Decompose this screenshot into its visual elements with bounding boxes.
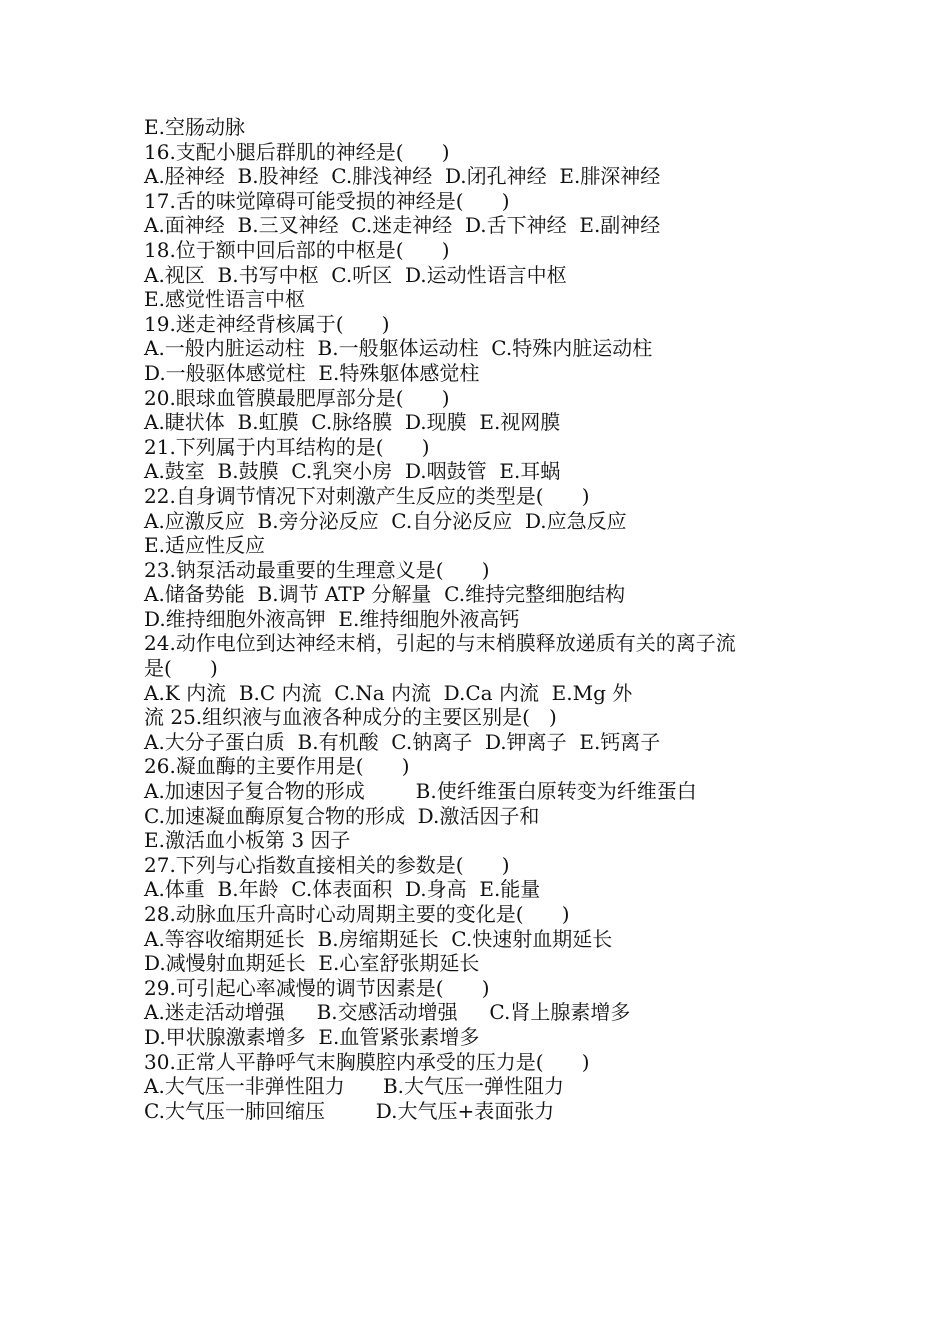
question-16: 16.支配小腿后群肌的神经是( ) [144, 139, 450, 164]
line-e-jejunal-artery: E.空肠动脉 [144, 115, 245, 139]
options-24-a: A.K 内流 B.C 内流 C.Na 内流 D.Ca 内流 E.Mg 外 [144, 680, 633, 705]
options-27: A.体重 B.年龄 C.体表面积 D.身高 E.能量 [144, 877, 541, 902]
options-28-a: A.等容收缩期延长 B.房缩期延长 C.快速射血期延长 [144, 926, 613, 951]
question-19: 19.迷走神经背核属于( ) [144, 311, 390, 336]
options-21: A.鼓室 B.鼓膜 C.乳突小房 D.咽鼓管 E.耳蜗 [144, 459, 561, 484]
options-18-b: E.感觉性语言中枢 [144, 287, 305, 312]
question-17: 17.舌的味觉障碍可能受损的神经是( ) [144, 188, 510, 213]
options-20: A.睫状体 B.虹膜 C.脉络膜 D.现膜 E.视网膜 [144, 410, 561, 435]
options-28-b: D.减慢射血期延长 E.心室舒张期延长 [144, 951, 480, 976]
question-18: 18.位于额中回后部的中枢是( ) [144, 237, 450, 262]
options-25: A.大分子蛋白质 B.有机酸 C.钠离子 D.钾离子 E.钙离子 [144, 729, 661, 754]
question-23: 23.钠泵活动最重要的生理意义是( ) [144, 557, 490, 582]
options-23-b: D.维持细胞外液高钾 E.维持细胞外液高钙 [144, 606, 520, 631]
options-19-b: D.一般驱体感觉柱 E.特殊躯体感觉柱 [144, 360, 480, 385]
question-24-b: 是( ) [144, 656, 218, 681]
options-18-a: A.视区 B.书写中枢 C.听区 D.运动性语言中枢 [144, 262, 567, 287]
question-28: 28.动脉血压升高时心动周期主要的变化是( ) [144, 902, 570, 926]
options-16: A.胫神经 B.股神经 C.腓浅神经 D.闭孔神经 E.腓深神经 [144, 164, 661, 189]
options-30-a: A.大气压一非弹性阻力 B.大气压一弹性阻力 [144, 1074, 564, 1099]
question-29: 29.可引起心率减慢的调节因素是( ) [144, 975, 490, 1000]
options-22-a: A.应激反应 B.旁分泌反应 C.自分泌反应 D.应急反应 [144, 508, 627, 533]
options-17: A.面神经 B.三叉神经 C.迷走神经 D.舌下神经 E.副神经 [144, 213, 661, 238]
question-25: 流 25.组织液与血液各种成分的主要区别是( ) [144, 705, 557, 730]
question-22: 22.自身调节情况下对刺激产生反应的类型是( ) [144, 483, 590, 508]
options-29-b: D.甲状腺激素增多 E.血管紧张素增多 [144, 1024, 480, 1049]
options-26-a: A.加速因子复合物的形成 B.使纤维蛋白原转变为纤维蛋白 [144, 779, 697, 804]
options-22-b: E.适应性反应 [144, 533, 265, 558]
options-29-a: A.迷走活动增强 B.交感活动增强 C.肾上腺素增多 [144, 1000, 631, 1025]
document-page [144, 115, 824, 1123]
options-26-b: C.加速凝血酶原复合物的形成 D.激活因子和 [144, 803, 540, 828]
options-30-b: C.大气压一肺回缩压 D.大气压+表面张力 [144, 1098, 555, 1123]
options-19-a: A.一般内脏运动柱 B.一般躯体运动柱 C.特殊内脏运动柱 [144, 336, 653, 361]
question-30: 30.正常人平静呼气末胸膜腔内承受的压力是( ) [144, 1049, 590, 1074]
question-24-a: 24.动作电位到达神经末梢，引起的与末梢膜释放递质有关的离子流 [144, 631, 736, 656]
question-27: 27.下列与心指数直接相关的参数是( ) [144, 852, 510, 877]
question-21: 21.下列属于内耳结构的是( ) [144, 434, 430, 459]
question-20: 20.眼球血管膜最肥厚部分是( ) [144, 385, 450, 410]
options-26-c: E.激活血小板第 3 因子 [144, 828, 351, 853]
question-26: 26.凝血酶的主要作用是( ) [144, 754, 410, 779]
options-23-a: A.储备势能 B.调节 ATP 分解量 C.维持完整细胞结构 [144, 582, 626, 607]
